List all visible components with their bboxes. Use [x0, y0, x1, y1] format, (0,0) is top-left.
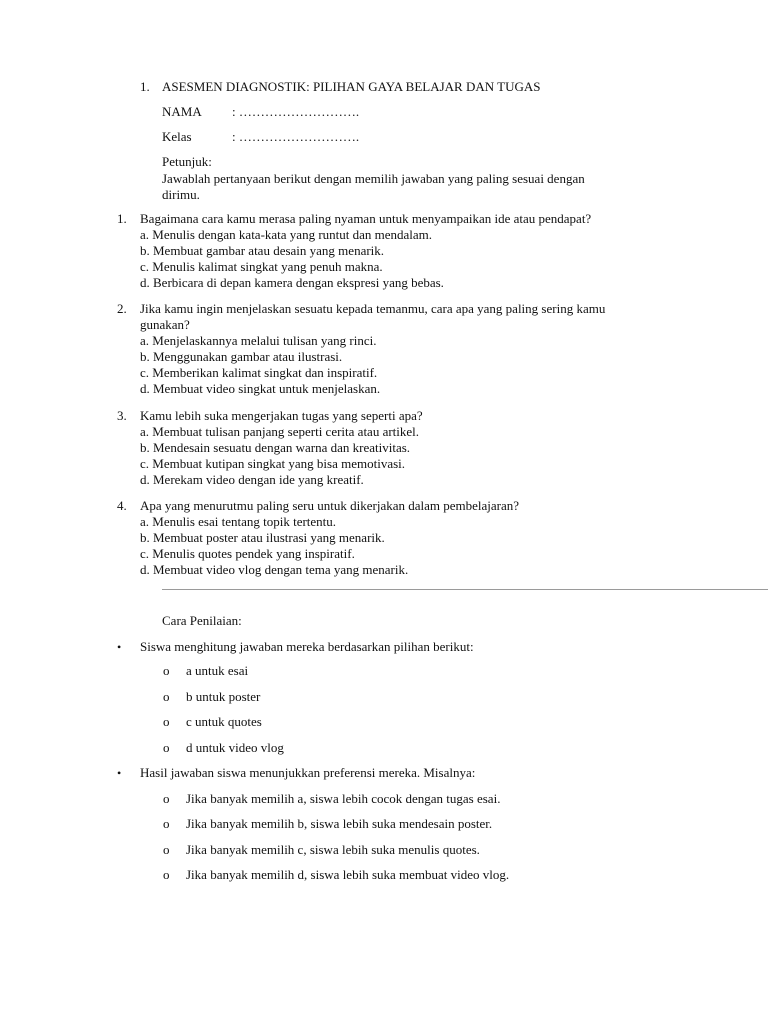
name-label: NAMA	[162, 104, 202, 119]
option-a: a. Menulis esai tentang topik tertentu.	[140, 514, 337, 529]
preference-item-a: Jika banyak memilih a, siswa lebih cocok dengan tugas esai.	[186, 791, 501, 806]
name-field: : ……………………….	[232, 104, 360, 119]
preference-item-b: Jika banyak memilih b, siswa lebih suka mendesain poster.	[186, 816, 493, 831]
circle-bullet-icon: o	[163, 791, 170, 806]
scoring-item-c: c untuk quotes	[186, 714, 262, 729]
scoring-item-d: d untuk video vlog	[186, 740, 284, 755]
circle-bullet-icon: o	[163, 740, 170, 755]
scoring-bullet-2: Hasil jawaban siswa menunjukkan preferensi mereka. Misalnya:	[140, 765, 476, 780]
header-number: 1.	[140, 79, 150, 94]
circle-bullet-icon: o	[163, 663, 170, 678]
option-c: c. Menulis quotes pendek yang inspiratif.	[140, 546, 355, 561]
scoring-item-a: a untuk esai	[186, 663, 249, 678]
class-field: : ……………………….	[232, 129, 360, 144]
page-title: ASESMEN DIAGNOSTIK: PILIHAN GAYA BELAJAR DAN TUGAS	[162, 79, 541, 94]
instructions-text-line-1: Jawablah pertanyaan berikut dengan memilih jawaban yang paling sesuai dengan	[162, 171, 585, 186]
option-b: b. Membuat poster atau ilustrasi yang menarik.	[140, 530, 385, 545]
bullet-icon: •	[117, 640, 122, 654]
option-b: b. Mendesain sesuatu dengan warna dan kreativitas.	[140, 440, 411, 455]
instructions-text-line-2: dirimu.	[162, 187, 200, 202]
option-b: b. Membuat gambar atau desain yang menarik.	[140, 243, 385, 258]
circle-bullet-icon: o	[163, 816, 170, 831]
option-c: c. Menulis kalimat singkat yang penuh makna.	[140, 259, 383, 274]
option-c: c. Membuat kutipan singkat yang bisa memotivasi.	[140, 456, 406, 471]
scoring-bullet-1: Siswa menghitung jawaban mereka berdasarkan pilihan berikut:	[140, 639, 474, 654]
preference-item-c: Jika banyak memilih c, siswa lebih suka menulis quotes.	[186, 842, 480, 857]
class-label: Kelas	[162, 129, 192, 144]
option-b: b. Menggunakan gambar atau ilustrasi.	[140, 349, 343, 364]
option-d: d. Berbicara di depan kamera dengan ekspresi yang bebas.	[140, 275, 444, 290]
instructions-label: Petunjuk:	[162, 154, 212, 169]
question-text: Kamu lebih suka mengerjakan tugas yang seperti apa?	[140, 408, 423, 423]
scoring-title: Cara Penilaian:	[162, 613, 242, 628]
option-d: d. Merekam video dengan ide yang kreatif.	[140, 472, 364, 487]
option-d: d. Membuat video singkat untuk menjelaskan.	[140, 381, 381, 396]
question-number: 2.	[117, 301, 127, 316]
preference-item-d: Jika banyak memilih d, siswa lebih suka membuat video vlog.	[186, 867, 510, 882]
option-c: c. Memberikan kalimat singkat dan inspiratif.	[140, 365, 378, 380]
circle-bullet-icon: o	[163, 867, 170, 882]
circle-bullet-icon: o	[163, 714, 170, 729]
scoring-item-b: b untuk poster	[186, 689, 261, 704]
question-number: 4.	[117, 498, 127, 513]
question-text-line-1: Jika kamu ingin menjelaskan sesuatu kepada temanmu, cara apa yang paling sering kamu	[140, 301, 606, 316]
question-number: 1.	[117, 211, 127, 226]
question-text: Apa yang menurutmu paling seru untuk dikerjakan dalam pembelajaran?	[140, 498, 520, 513]
question-number: 3.	[117, 408, 127, 423]
circle-bullet-icon: o	[163, 689, 170, 704]
bullet-icon: •	[117, 766, 122, 780]
option-d: d. Membuat video vlog dengan tema yang menarik.	[140, 562, 409, 577]
circle-bullet-icon: o	[163, 842, 170, 857]
horizontal-divider	[162, 589, 768, 590]
question-text-line-2: gunakan?	[140, 317, 190, 332]
question-text: Bagaimana cara kamu merasa paling nyaman untuk menyampaikan ide atau pendapat?	[140, 211, 592, 226]
option-a: a. Membuat tulisan panjang seperti cerita atau artikel.	[140, 424, 420, 439]
option-a: a. Menjelaskannya melalui tulisan yang rinci.	[140, 333, 377, 348]
option-a: a. Menulis dengan kata-kata yang runtut dan mendalam.	[140, 227, 433, 242]
